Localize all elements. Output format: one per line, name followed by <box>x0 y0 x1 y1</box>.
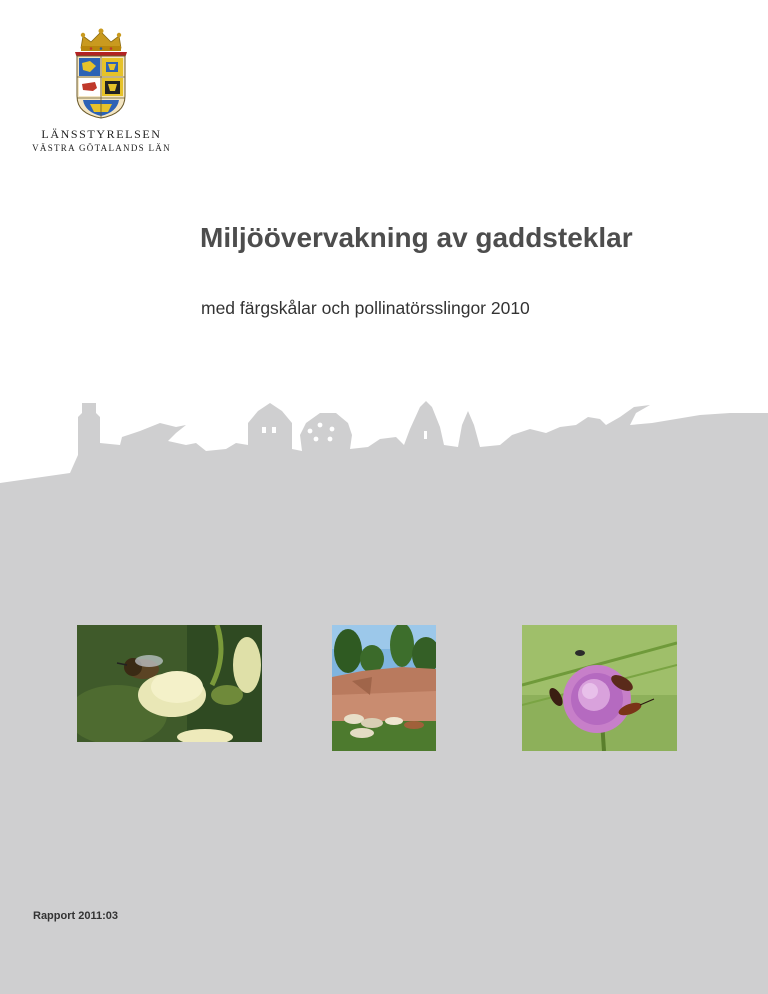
organization-region: VÄSTRA GÖTALANDS LÄN <box>32 143 171 153</box>
report-title: Miljöövervakning av gaddsteklar <box>200 222 633 253</box>
bee-photo <box>77 625 262 742</box>
coat-of-arms-logo <box>73 28 129 120</box>
report-subtitle: med färgskålar och pollinatörsslingor 2010 <box>201 298 530 318</box>
sandbank-cattle-photo <box>332 625 436 751</box>
organization-name: LÄNSSTYRELSEN <box>41 127 162 141</box>
report-number: Rapport 2011:03 <box>33 910 118 922</box>
scabious-beetles-photo <box>522 625 677 751</box>
